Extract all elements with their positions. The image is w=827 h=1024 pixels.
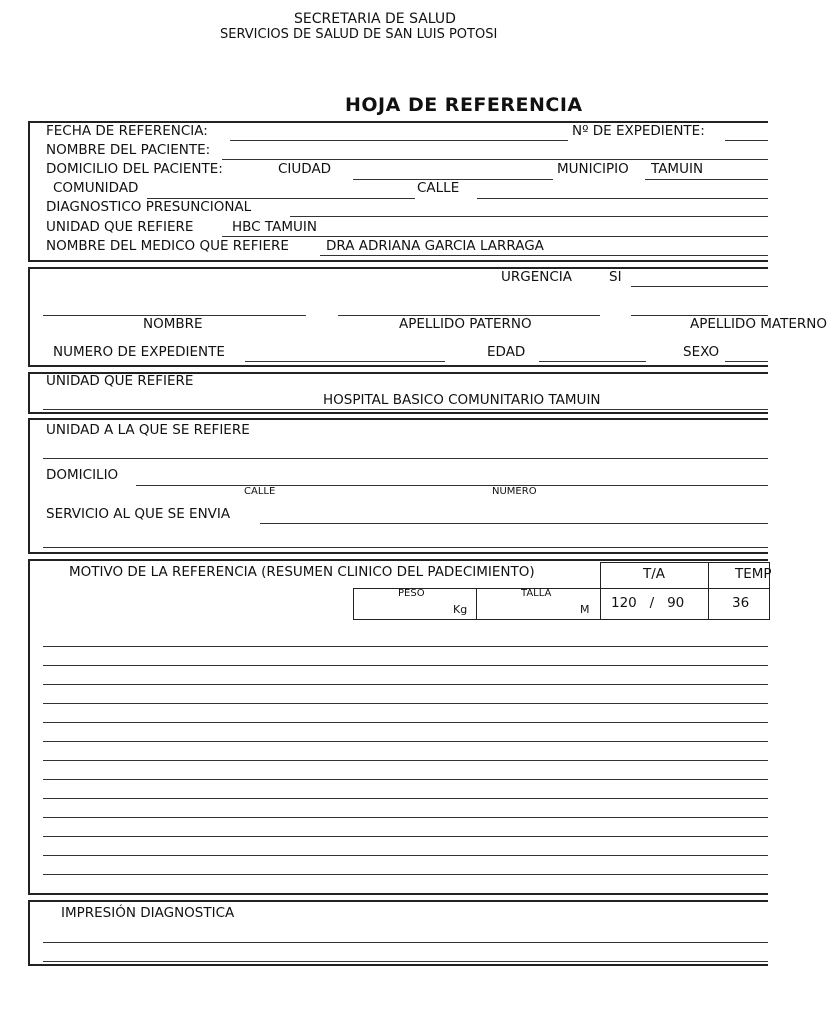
talla-label: TALLA	[521, 588, 552, 599]
urgencia-label: URGENCIA	[501, 269, 572, 285]
calle-sublabel: CALLE	[244, 486, 276, 497]
municipio-line	[645, 179, 768, 180]
nombre-paciente-label: NOMBRE DEL PACIENTE:	[46, 142, 211, 158]
domicilio-paciente-line	[245, 159, 768, 160]
motivo-line-1	[43, 646, 768, 647]
unidad-refiere-label: UNIDAD QUE REFIERE	[46, 219, 194, 235]
page-title: HOJA DE REFERENCIA	[345, 94, 583, 116]
peso-label: PESO	[398, 588, 425, 599]
temp-label-clip	[735, 566, 772, 584]
apellido-materno-clip	[690, 316, 827, 334]
municipio-value: TAMUIN	[651, 161, 704, 177]
motivo-line-3	[43, 684, 768, 685]
ciudad-label: CIUDAD	[278, 161, 332, 177]
unidad-destino-line	[43, 458, 768, 459]
domicilio-paciente-label: DOMICILIO DEL PACIENTE:	[46, 161, 223, 177]
unidad-refiere-value: HBC TAMUIN	[232, 219, 317, 235]
sexo-line	[725, 361, 768, 362]
section-unidad-destino	[28, 418, 768, 554]
servicio-line	[260, 523, 768, 524]
medico-value: DRA ADRIANA GARCIA LARRAGA	[326, 238, 544, 254]
ta-label: T/A	[643, 566, 666, 582]
fecha-referencia-label: FECHA DE REFERENCIA:	[46, 123, 208, 139]
edad-label: EDAD	[487, 344, 526, 360]
servicio-extra-line	[43, 547, 768, 548]
unidad-que-refiere-label: UNIDAD QUE REFIERE	[46, 373, 194, 389]
edad-line	[539, 361, 646, 362]
motivo-line-4	[43, 703, 768, 704]
nombre-label: NOMBRE	[143, 316, 203, 332]
apellido-paterno-label: APELLIDO PATERNO	[399, 316, 532, 332]
fecha-referencia-line	[230, 140, 568, 141]
expediente-line	[725, 140, 768, 141]
numero-sublabel: NUMERO	[492, 486, 537, 497]
unidad-refiere-line	[222, 236, 768, 237]
header-servicios-text: SERVICIOS DE SALUD DE SAN LUIS POTOSI	[220, 27, 498, 42]
diagnostico-line	[290, 216, 768, 217]
medico-line	[320, 255, 768, 256]
servicio-label: SERVICIO AL QUE SE ENVIA	[46, 506, 231, 522]
domicilio-line	[136, 485, 768, 486]
impresion-line-2	[43, 961, 768, 962]
sexo-label: SEXO	[683, 344, 720, 360]
talla-unit: M	[580, 603, 590, 616]
motivo-line-11	[43, 836, 768, 837]
apellido-materno-label: APELLIDO MATERNO	[690, 316, 827, 332]
motivo-line-9	[43, 798, 768, 799]
hospital-line	[43, 409, 768, 410]
calle-label: CALLE	[417, 180, 460, 196]
motivo-line-12	[43, 855, 768, 856]
temp-label: TEMP	[735, 566, 772, 582]
motivo-line-13	[43, 874, 768, 875]
motivo-line-8	[43, 779, 768, 780]
numero-expediente-line	[245, 361, 445, 362]
ta-value: 120 / 90	[611, 595, 685, 611]
impresion-line-1	[43, 942, 768, 943]
hospital-value: HOSPITAL BASICO COMUNITARIO TAMUIN	[323, 392, 601, 408]
comunidad-label: COMUNIDAD	[53, 180, 139, 196]
motivo-line-5	[43, 722, 768, 723]
impresion-label: IMPRESIÓN DIAGNOSTICA	[61, 905, 235, 921]
motivo-line-2	[43, 665, 768, 666]
urgencia-si-line	[631, 286, 768, 287]
calle-line	[477, 198, 768, 199]
motivo-line-6	[43, 741, 768, 742]
header-servicios	[220, 27, 550, 42]
motivo-line-10	[43, 817, 768, 818]
peso-unit: Kg	[453, 603, 468, 616]
expediente-label: Nº DE EXPEDIENTE:	[572, 123, 705, 139]
si-label: SI	[609, 269, 622, 285]
medico-label: NOMBRE DEL MEDICO QUE REFIERE	[46, 238, 289, 254]
unidad-destino-label: UNIDAD A LA QUE SE REFIERE	[46, 422, 250, 438]
diagnostico-label: DIAGNOSTICO PRESUNCIONAL	[46, 199, 252, 215]
motivo-line-7	[43, 760, 768, 761]
motivo-label: MOTIVO DE LA REFERENCIA (RESUMEN CLINICO DEL PADECIMIENTO)	[69, 564, 535, 580]
domicilio-label: DOMICILIO	[46, 467, 119, 483]
header-secretaria: SECRETARIA DE SALUD	[294, 11, 456, 27]
temp-value: 36	[732, 595, 750, 611]
numero-expediente-label: NUMERO DE EXPEDIENTE	[53, 344, 225, 360]
municipio-label: MUNICIPIO	[557, 161, 629, 177]
